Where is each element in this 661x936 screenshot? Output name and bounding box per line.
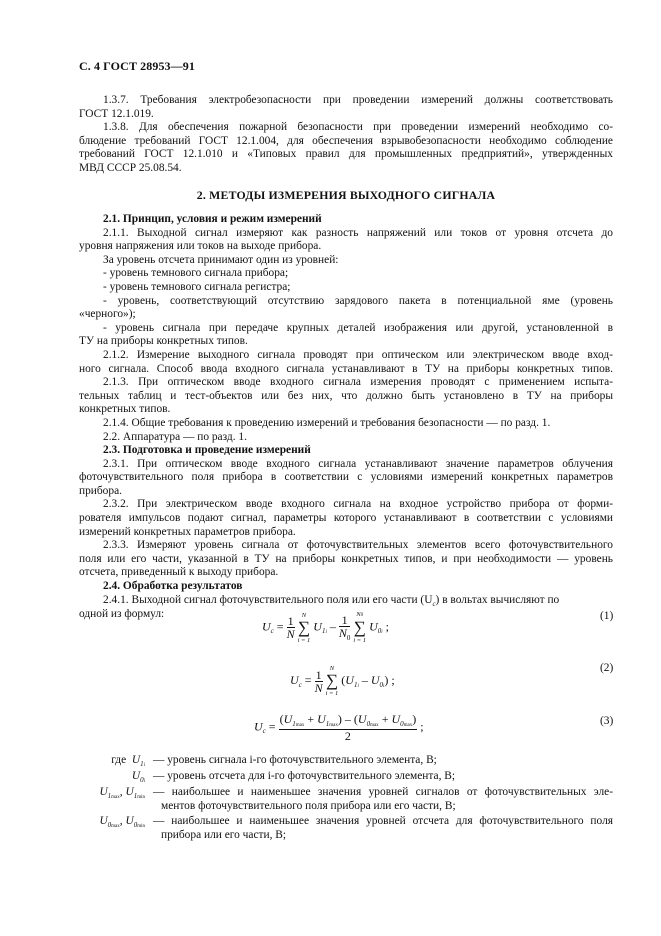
sigma-icon: ∑ [297,617,310,637]
text-line [79,594,613,609]
index: max [329,723,338,728]
text-line: одной из формул: [79,608,165,621]
formula-2 [290,664,395,698]
symbol: U [131,754,141,766]
equation-number: (3) [600,715,614,727]
index: 1 [140,760,144,768]
text-line: МВД СССР 25.08.54. [79,161,182,174]
definition-symbol [111,754,145,770]
definition-text: — уровень сигнала i-го фоточувствительного элемента, В; [153,754,437,766]
symbol: U [369,619,378,634]
index: max [403,723,413,728]
text-line: блюдение требований ГОСТ 12.1.004, для обеспечения взрывобезопасности необходимо соблюдение [79,134,613,147]
text-line: 2.1.1. Выходной сигнал измеряют как разность напряжений или токов от уровня отсчета до [103,226,613,239]
section-body [79,213,613,622]
numerator: 1 [315,667,322,682]
index: 1 [325,720,330,728]
symbol: U [99,815,108,827]
denominator [339,627,351,641]
text-line: ментов фоточувствительного поля прибора или его части, В; [161,799,456,812]
list-item: - уровень сигнала при передаче крупных деталей изображения или другой, установленной в [103,321,613,334]
symbol: U [317,712,326,726]
symbol: U [125,786,134,798]
formula-1 [262,610,389,645]
symbol: U [99,786,108,798]
text-line: фоточувствительного поля прибора в соответствии с условиями измерений конкретных параметров [79,471,613,484]
index: min [137,795,145,800]
index: 1 [353,680,358,689]
definition-symbol: $U_{1max}$, $U_{1min}$ [99,786,145,800]
text-line: 2.3.1. При оптическом вводе входного сигнала устанавливают значение параметров облучения [103,457,613,470]
symbol: N [338,626,347,640]
paren-close: ) [337,712,342,726]
symbol: N [356,611,361,618]
text-line: ТУ на приборы конкретных типов. [79,335,248,348]
text-line: «черного»); [79,308,136,321]
numerator: 1 [339,614,351,627]
subscript [354,681,359,689]
operator: – [329,619,336,634]
text-line: 1.3.7. Требования электробезопасности при проведении измерений должны соответствовать [103,94,613,106]
subscript [140,776,145,784]
text-line: — наибольшее и наименьшее значения уровней отсчета для фоточувствительного поля [153,815,613,827]
page-header: С. 4 ГОСТ 28953—91 [79,59,195,73]
definition-text: — уровень отсчета для i-го фоточувствительного элемента, В; [153,770,456,782]
sigma-icon: ∑ [325,671,338,690]
index: max [370,723,379,728]
text-line: прибора. [79,484,122,497]
definition-symbol [132,770,145,786]
definition-text [153,815,613,842]
text-line: измерений конкретных параметров прибора. [79,525,296,538]
symbol: U [313,619,322,634]
summation [353,610,366,645]
index: max [111,824,120,829]
text-line: За уровень отсчета принимают один из уровней: [103,253,339,266]
symbol: U [283,712,293,726]
text-fragment: ) в вольтах вычисляют по [435,593,560,606]
fraction [287,615,295,640]
subsection-heading: 2.1. Принцип, условия и режим измерений [103,213,322,225]
subscript [134,792,145,800]
list-item: - уровень, соответствующий отсутствию зарядового пакета в потенциальной яме (уровень [103,294,613,307]
text-fragment: 2.4.1. Выходной сигнал фоточувствительного поля или его части (U [103,593,433,606]
text-line: конкретных типов. [79,403,171,416]
paren-close: ) [384,672,389,687]
index: i [143,779,145,784]
paragraph-1-3-8 [79,121,613,175]
denominator: N [286,627,295,641]
subscript [292,720,304,728]
subscript [322,627,327,635]
index: min [137,824,145,829]
subscript [380,681,385,689]
symbol: U [131,770,141,782]
text-line: 2.3.3. Измеряют уровень сигнала от фоточувствительных элементов всего фоточувствительного [103,539,613,552]
subscript [140,760,145,768]
index: i [143,763,145,768]
text-line: поля или его части, указанной в ТУ на приборы конкретных типов, и при необходимости — уровень [79,552,613,565]
subscript [378,627,383,635]
equation-number: (2) [600,662,614,674]
lower-limit: i = 1 [297,636,311,644]
index: 0 [400,720,404,728]
symbol: U [391,712,401,726]
subscript: 0 [360,613,364,618]
punctuation: ; [391,672,395,687]
index: 0 [379,680,384,689]
text-line: требований ГОСТ 12.1.010 и «Типовых правил для промышленных предприятий», утвержденных [79,148,613,161]
subscript [134,821,145,829]
paren-open: ( [353,712,358,726]
where-label: где [111,754,127,766]
definition-text [153,786,613,813]
subsection-heading: 2.4. Обработка результатов [103,580,243,593]
index: 1 [292,720,296,728]
symbol: U [125,815,134,827]
index: 0 [133,821,138,829]
index: 0 [140,776,144,784]
index: 0 [366,720,371,728]
equation-number: (1) [600,610,614,622]
subscript [108,792,120,800]
text-line: уровня напряжения или токов на выходе прибора. [79,240,322,253]
lower-limit: i = 1 [353,637,367,644]
operator: + [307,712,315,726]
summation [326,664,339,698]
lower-limit: i = 1 [325,690,339,697]
index: 0 [107,821,112,829]
index: 0 [377,627,382,636]
punctuation: ; [420,719,424,734]
subscript: 0 [346,634,351,642]
operator: = [276,619,284,634]
paren-open: ( [341,672,346,687]
subscript [400,720,412,728]
text-line: прибора или его части, В; [161,828,287,841]
fraction [315,669,323,694]
symbol: U [262,619,271,634]
definition-symbol: $U_{0max}$, $U_{0min}$ [99,815,145,829]
summation [298,611,311,645]
index: i [381,630,383,636]
index: max [111,795,120,800]
subscript [367,720,379,728]
text-line: 2.1.2. Измерение выходного сигнала проводят при оптическом или электрическом вводе вход- [103,348,613,361]
numerator [279,713,418,730]
paren-open: ( [279,712,284,726]
sigma-icon: ∑ [353,618,366,637]
fraction [279,713,418,742]
operator: – [361,672,368,687]
index: i [357,683,359,689]
subscript: c [270,627,274,636]
subscript: c [262,727,266,736]
denominator: 2 [344,729,351,743]
symbol: U [357,712,367,726]
index: i [325,630,327,636]
index: 1 [133,792,138,800]
operator: – [344,712,351,726]
index: 1 [321,627,326,636]
paren-close: ) [412,712,417,726]
subsection-heading: 2.3. Подготовка и проведение измерений [103,444,311,457]
section-title: 2. МЕТОДЫ ИЗМЕРЕНИЯ ВЫХОДНОГО СИГНАЛА [196,188,496,202]
punctuation: ; [385,619,389,634]
upper-limit: N [301,611,307,619]
paragraph-1-3-7 [79,94,613,121]
text-line: 2.3.2. При электрическом вводе входного сигнала на входное устройство прибора от форми- [103,498,613,511]
index: i [383,683,385,689]
list-item: - уровень темнового сигнала прибора; [103,267,289,280]
subscript [108,821,120,829]
subscript: c [432,599,436,608]
text-line: 1.3.8. Для обеспечения пожарной безопасности при проведении измерений необходимо со- [103,121,613,133]
text-line: ного сигнала. Способ ввода входного сигнала устанавливают в ТУ на приборы конкретных типов. [79,362,613,375]
operator: = [304,672,312,687]
symbol: U [290,672,299,687]
denominator: N [314,680,323,695]
text-line: 2.1.4. Общие требования к проведению измерений и требования безопасности — по разд. 1. [103,416,551,429]
symbol: U [370,672,380,687]
list-item: - уровень темнового сигнала регистра; [103,280,291,293]
operator: + [381,712,389,726]
subscript [326,720,338,728]
text-line: рователя импульсов подают сигнал, параметры которого устанавливают в соответствии с условиями [79,512,613,525]
text-line: тельных таблиц и тест-объектов или без них, что должно быть установлено в ТУ на приборы [79,389,613,402]
text-line: 2.2. Аппаратура — по разд. 1. [103,430,247,443]
text-line: — наибольшее и наименьшее значения уровней сигналов от фоточувствительных эле- [153,786,613,798]
operator: = [268,719,276,734]
index: 1 [107,792,112,800]
symbol: U [254,719,263,734]
text-line: 2.1.3. При оптическом вводе входного сигнала измерения проводят с применением испыта- [103,376,613,389]
text-line: ГОСТ 12.1.019. [79,107,154,120]
upper-limit: N [329,665,335,672]
text-line: отсчета, приведенный к выходу прибора. [79,566,279,579]
subscript: c [298,680,302,689]
formula-3 [254,713,424,742]
index: max [295,723,305,728]
numerator: 1 [287,614,294,628]
symbol: U [345,672,354,687]
fraction [339,614,351,641]
